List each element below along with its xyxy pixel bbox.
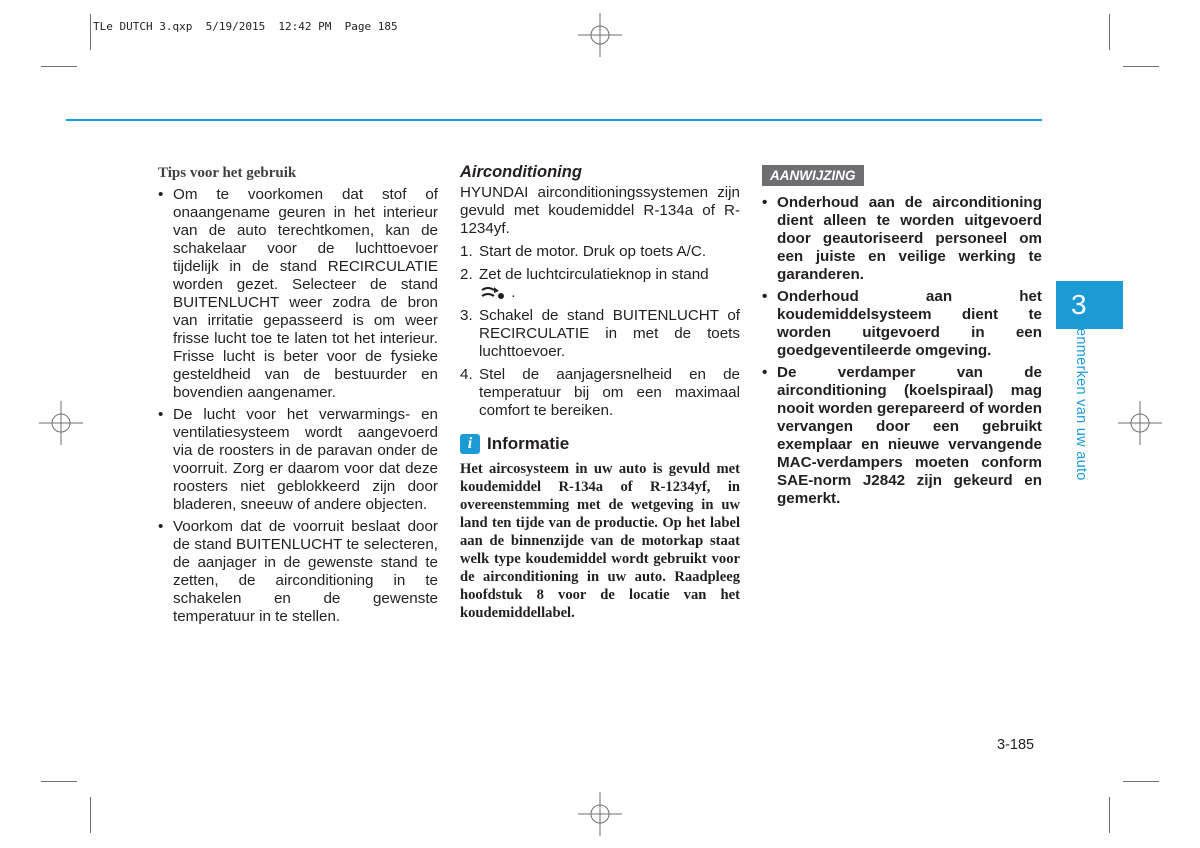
list-item: • Onderhoud aan de airconditioning dient alleen te worden uitgevoerd door geautoriseerd personeel om een juiste en veilige werking te garanderen. bbox=[762, 194, 1042, 284]
step-text: Start de motor. Druk op toets A/C. bbox=[479, 243, 707, 260]
column-tips bbox=[158, 163, 438, 630]
step-item bbox=[460, 366, 740, 420]
column-note bbox=[762, 163, 1042, 512]
info-icon: i bbox=[460, 434, 480, 454]
column-airconditioning bbox=[460, 163, 740, 622]
step-text: Schakel de stand BUITENLUCHT of RECIRCULATIE in met de toets luchttoevoer. bbox=[479, 307, 740, 360]
note-list bbox=[762, 194, 1042, 508]
info-header bbox=[460, 434, 740, 454]
step-number: 3. bbox=[460, 307, 473, 324]
crop-mark bbox=[41, 781, 77, 782]
step-suffix: . bbox=[511, 284, 516, 301]
chapter-title: Kenmerken van uw auto bbox=[1073, 318, 1089, 481]
step-number: 2. bbox=[460, 266, 473, 283]
steps-list bbox=[460, 243, 740, 420]
crop-mark bbox=[90, 797, 91, 833]
chapter-number: 3 bbox=[1071, 289, 1087, 320]
registration-mark-icon bbox=[578, 792, 622, 836]
registration-mark-icon bbox=[578, 13, 622, 57]
tips-list bbox=[158, 186, 438, 626]
crop-mark bbox=[41, 66, 77, 67]
step-item bbox=[460, 307, 740, 361]
info-body: Het aircosysteem in uw auto is gevuld met koudemiddel R-134a of R-1234yf, in overeenstemming met de wetgeving in uw land ten tijde van de productie. Op het label aan de binnenzijde van de motorkap staat welk type koudemiddel wordt gebruikt voor de airconditioning in uw auto. Raadpleeg hoofdstuk 8 voor de locatie van het koudemiddellabel. bbox=[460, 461, 740, 621]
crop-mark bbox=[90, 14, 91, 50]
list-item: • Voorkom dat de voorruit beslaat door de stand BUITENLUCHT te selecteren, de aanjager in de gewenste stand te zetten, de airconditioning in te schakelen en de gewenste temperatuur in te stellen. bbox=[158, 518, 438, 626]
print-slug: TLe DUTCH 3.qxp 5/19/2015 12:42 PM Page 185 bbox=[93, 20, 398, 33]
list-item: • Onderhoud aan het koudemiddelsysteem dient te worden uitgevoerd in een goedgeventileerde omgeving. bbox=[762, 288, 1042, 360]
tips-heading: Tips voor het gebruik bbox=[158, 165, 297, 181]
step-number: 4. bbox=[460, 366, 473, 383]
step-text: Zet de luchtcirculatieknop in stand bbox=[479, 266, 709, 283]
airconditioning-heading: Airconditioning bbox=[460, 163, 582, 181]
header-rule bbox=[66, 119, 1042, 121]
recirculation-mode-icon bbox=[479, 285, 507, 301]
info-title: Informatie bbox=[487, 434, 570, 453]
step-text: Stel de aanjagersnelheid en de temperatuur bij om een maximaal comfort te bereiken. bbox=[479, 366, 740, 419]
registration-mark-icon bbox=[1118, 401, 1162, 445]
step-number: 1. bbox=[460, 243, 473, 260]
list-item: • Om te voorkomen dat stof of onaangename geuren in het interieur van de auto terechtkomen, kan de schakelaar voor de luchttoevoer tijdelijk in de stand RECIRCULATIE worden gezet. Selecteer de stand BUITENLUCHT weer zodra de bron van irritatie gepasseerd is om weer frisse lucht toe te laten tot het interieur. Frisse lucht is beter voor de fysieke gesteldheid van de bestuurder en bovendien aangenamer. bbox=[158, 186, 438, 402]
crop-mark bbox=[1109, 14, 1110, 50]
list-item: • De verdamper van de airconditioning (koelspiraal) mag nooit worden gerepareerd of worden vervangen door een gebruikt exemplaar en nieuwe vervangende MAC-verdampers moeten conform SAE-norm J2842 zijn gekeurd en gemerkt. bbox=[762, 364, 1042, 508]
crop-mark bbox=[1109, 797, 1110, 833]
airconditioning-intro: HYUNDAI airconditioningssystemen zijn gevuld met koudemiddel R-134a of R-1234yf. bbox=[460, 184, 740, 237]
crop-mark bbox=[1123, 66, 1159, 67]
list-item: • De lucht voor het verwarmings- en ventilatiesysteem wordt aangevoerd via de roosters in de paravan onder de voorruit. Zorg er daarom voor dat deze roosters niet geblokkeerd zijn door bladeren, sneeuw of andere objecten. bbox=[158, 406, 438, 514]
crop-mark bbox=[1123, 781, 1159, 782]
step-item bbox=[460, 243, 740, 261]
note-badge: AANWIJZING bbox=[762, 165, 864, 186]
step-item bbox=[460, 266, 740, 302]
page-number: 3-185 bbox=[997, 737, 1035, 753]
registration-mark-icon bbox=[39, 401, 83, 445]
